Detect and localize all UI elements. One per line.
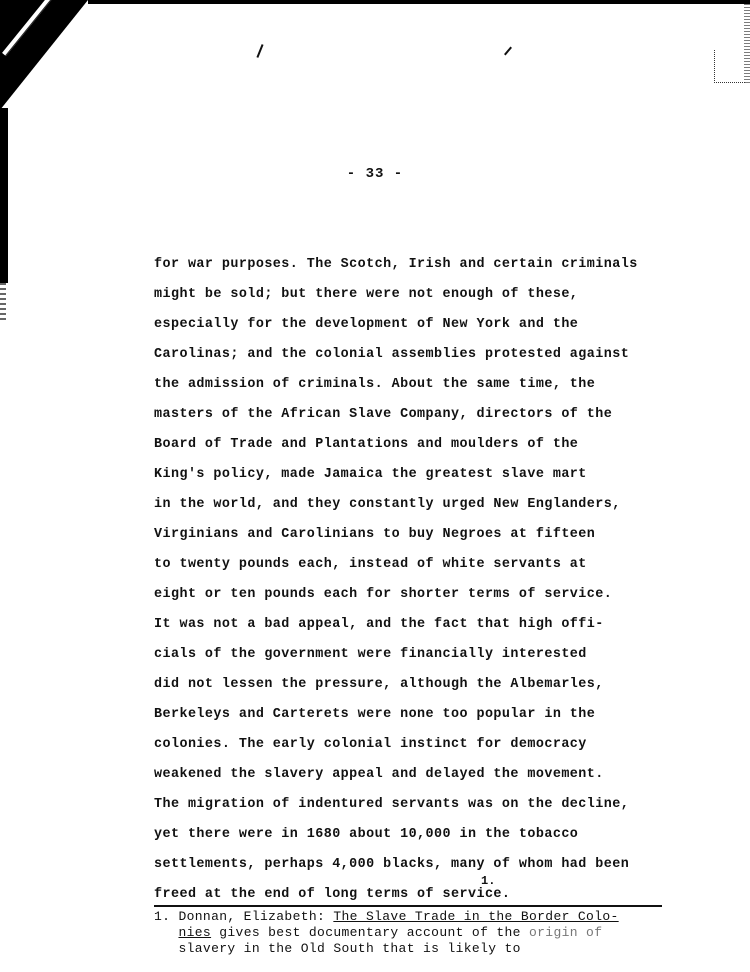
footnote-reference-marker: 1. xyxy=(481,874,496,888)
footnote-text: slavery in the Old South that is likely to xyxy=(178,941,521,956)
footnote-divider xyxy=(154,905,662,907)
footnote-author: Donnan, Elizabeth: xyxy=(178,909,326,924)
text-line: especially for the development of New York and the xyxy=(154,317,579,332)
text-line: Berkeleys and Carterets were none too popular in the xyxy=(154,707,596,722)
footnote-text: gives best documentary account of the xyxy=(219,925,521,940)
text-line: colonies. The early colonial instinct for democracy xyxy=(154,737,587,752)
scan-right-bracket-mark xyxy=(714,50,745,83)
footnote-text-faint: origin of xyxy=(529,925,603,940)
text-line: did not lessen the pressure, although the Albemarles, xyxy=(154,677,604,692)
footnote xyxy=(154,909,694,957)
text-line: The migration of indentured servants was on the decline, xyxy=(154,797,630,812)
stray-tick-mark xyxy=(504,47,512,56)
footnote-line xyxy=(154,941,694,957)
footnote-title-continued: nies xyxy=(178,925,212,940)
scan-top-edge xyxy=(88,0,750,4)
stray-tick-mark xyxy=(256,44,263,58)
footnote-title: The Slave Trade in the Border Colo- xyxy=(333,909,619,924)
text-line: in the world, and they constantly urged New Englanders, xyxy=(154,497,621,512)
text-line: yet there were in 1680 about 10,000 in the tobacco xyxy=(154,827,579,842)
text-line: King's policy, made Jamaica the greatest slave mart xyxy=(154,467,587,482)
text-line: the admission of criminals. About the same time, the xyxy=(154,377,596,392)
text-line: eight or ten pounds each for shorter terms of service. xyxy=(154,587,613,602)
text-line: weakened the slavery appeal and delayed the movement. xyxy=(154,767,604,782)
text-line: Board of Trade and Plantations and moulders of the xyxy=(154,437,579,452)
text-line: Virginians and Carolinians to buy Negroes at fifteen xyxy=(154,527,596,542)
text-line: settlements, perhaps 4,000 blacks, many of whom had been xyxy=(154,857,630,872)
scan-dark-corner xyxy=(0,0,88,110)
text-line: cials of the government were financially interested xyxy=(154,647,587,662)
footnote-line xyxy=(154,909,694,925)
text-line: It was not a bad appeal, and the fact that high offi- xyxy=(154,617,604,632)
text-line: Carolinas; and the colonial assemblies protested against xyxy=(154,347,630,362)
footnote-line xyxy=(154,925,694,941)
page-number: - 33 - xyxy=(346,166,404,182)
footnote-number: 1. xyxy=(154,909,171,924)
text-line: freed at the end of long terms of service. xyxy=(154,887,511,902)
text-line: for war purposes. The Scotch, Irish and certain criminals xyxy=(154,257,638,272)
text-line: to twenty pounds each, instead of white servants at xyxy=(154,557,587,572)
text-line: might be sold; but there were not enough of these, xyxy=(154,287,579,302)
scan-left-edge xyxy=(0,108,8,283)
scan-left-edge-fade xyxy=(0,283,6,323)
body-text xyxy=(154,254,674,914)
text-line: masters of the African Slave Company, directors of the xyxy=(154,407,613,422)
